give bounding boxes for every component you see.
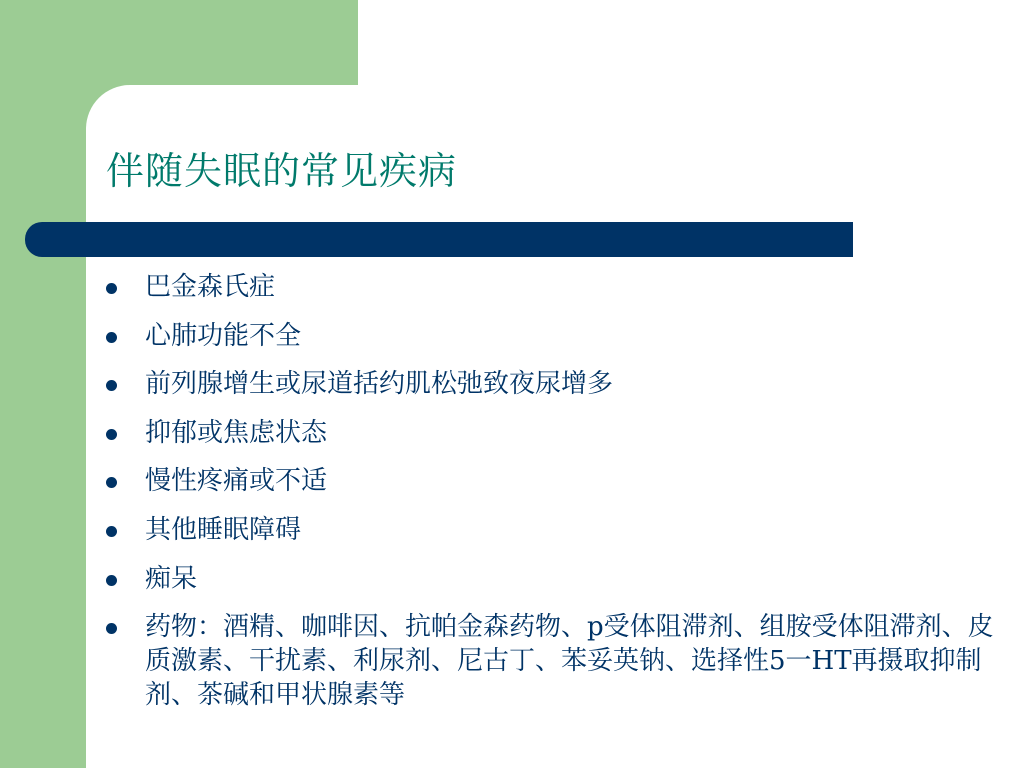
bullet-dot-icon [106, 623, 117, 634]
bullet-dot-icon [106, 332, 117, 343]
bullet-dot-icon [106, 477, 117, 488]
bullet-dot-icon [106, 575, 117, 586]
slide-title: 伴随失眠的常见疾病 [106, 149, 458, 193]
bullet-text: 前列腺增生或尿道括约肌松弛致夜尿增多 [145, 369, 614, 400]
bullet-item [106, 367, 1006, 401]
bullet-item [106, 513, 1006, 547]
bullet-item [106, 319, 1006, 353]
bullet-text: 慢性疼痛或不适 [145, 466, 328, 497]
bullet-text: 巴金森氏症 [145, 272, 276, 302]
bullet-text: 其他睡眠障碍 [145, 514, 302, 545]
bullet-text: 药物：酒精、咖啡因、抗帕金森药物、p受体阻滞剂、组胺受体阻滞剂、皮质激素、干扰素、利尿剂、尼古丁、苯妥英钠、选择性5一HT再摄取抑制剂、茶碱和甲状腺素等 [145, 612, 994, 711]
bullet-text: 心肺功能不全 [145, 320, 302, 351]
bullet-list [106, 270, 1006, 727]
bullet-dot-icon [106, 380, 117, 391]
bullet-item [106, 416, 1006, 450]
bullet-item [106, 464, 1006, 498]
bullet-dot-icon [106, 429, 117, 440]
bullet-dot-icon [106, 283, 117, 294]
bullet-text: 抑郁或焦虑状态 [145, 417, 328, 448]
bullet-item [106, 270, 1006, 304]
bullet-item [106, 562, 1006, 596]
bullet-text: 痴呆 [145, 563, 198, 594]
bullet-dot-icon [106, 526, 117, 537]
title-underline-bar [25, 222, 853, 257]
bullet-item [106, 610, 1006, 712]
